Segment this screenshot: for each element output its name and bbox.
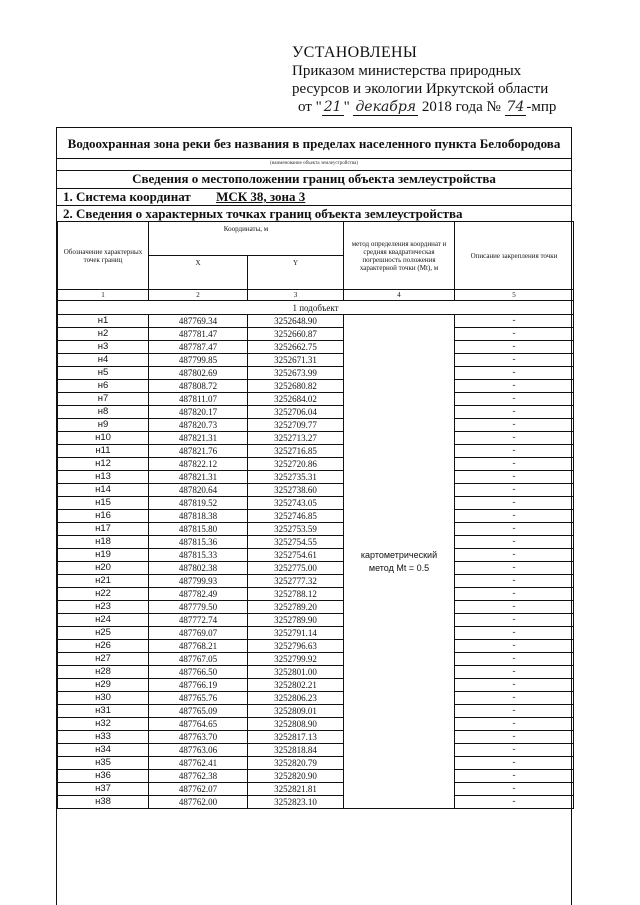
table-row	[58, 354, 574, 367]
fixing-cell: -	[455, 471, 574, 484]
table-row	[58, 471, 574, 484]
point-id-cell: н8	[58, 406, 149, 419]
table-row	[58, 380, 574, 393]
y-coordinate-cell: 3252671.31	[248, 354, 344, 367]
order-suffix: -мпр	[526, 99, 557, 115]
fixing-cell: -	[455, 679, 574, 692]
x-coordinate-cell: 487811.07	[149, 393, 248, 406]
point-id-cell: н23	[58, 601, 149, 614]
column-number: 3	[248, 290, 344, 301]
fixing-cell: -	[455, 497, 574, 510]
y-coordinate-cell: 3252817.13	[248, 731, 344, 744]
y-coordinate-cell: 3252754.55	[248, 536, 344, 549]
y-coordinate-cell: 3252802.21	[248, 679, 344, 692]
column-number: 2	[149, 290, 248, 301]
fixing-cell: -	[455, 718, 574, 731]
document-frame	[56, 127, 572, 905]
fixing-cell: -	[455, 367, 574, 380]
table-row	[58, 666, 574, 679]
x-coordinate-cell: 487815.80	[149, 523, 248, 536]
point-id-cell: н37	[58, 783, 149, 796]
table-row	[58, 523, 574, 536]
fixing-cell: -	[455, 484, 574, 497]
y-coordinate-cell: 3252796.63	[248, 640, 344, 653]
table-row	[58, 770, 574, 783]
point-id-cell: н19	[58, 549, 149, 562]
y-coordinate-cell: 3252709.77	[248, 419, 344, 432]
y-coordinate-cell: 3252789.90	[248, 614, 344, 627]
y-coordinate-cell: 3252648.90	[248, 315, 344, 328]
point-id-cell: н22	[58, 588, 149, 601]
header-method: метод определения координат и средняя квадратическая погрешность положения характерной точки (Mt), м	[344, 222, 455, 290]
y-coordinate-cell: 3252789.20	[248, 601, 344, 614]
header-y: Y	[248, 256, 344, 290]
x-coordinate-cell: 487763.70	[149, 731, 248, 744]
y-coordinate-cell: 3252680.82	[248, 380, 344, 393]
table-row	[58, 705, 574, 718]
column-number: 4	[344, 290, 455, 301]
date-year: 2018 года №	[421, 99, 501, 115]
table-row	[58, 640, 574, 653]
point-id-cell: н13	[58, 471, 149, 484]
table-row	[58, 510, 574, 523]
x-coordinate-cell: 487802.38	[149, 562, 248, 575]
fixing-cell: -	[455, 380, 574, 393]
y-coordinate-cell: 3252809.01	[248, 705, 344, 718]
table-row	[58, 484, 574, 497]
fixing-cell: -	[455, 458, 574, 471]
fixing-cell: -	[455, 705, 574, 718]
points-table	[57, 221, 574, 809]
x-coordinate-cell: 487769.34	[149, 315, 248, 328]
approval-title: УСТАНОВЛЕНЫ	[292, 44, 418, 61]
point-id-cell: н1	[58, 315, 149, 328]
table-row	[58, 536, 574, 549]
fixing-cell: -	[455, 315, 574, 328]
date-prefix: от "	[298, 99, 322, 115]
column-number: 5	[455, 290, 574, 301]
fixing-cell: -	[455, 666, 574, 679]
x-coordinate-cell: 487808.72	[149, 380, 248, 393]
table-row	[58, 315, 574, 328]
point-id-cell: н14	[58, 484, 149, 497]
x-coordinate-cell: 487779.50	[149, 601, 248, 614]
y-coordinate-cell: 3252706.04	[248, 406, 344, 419]
table-row	[58, 653, 574, 666]
table-row	[58, 406, 574, 419]
y-coordinate-cell: 3252660.87	[248, 328, 344, 341]
header-point: Обозначение характерных точек границ	[58, 222, 149, 290]
header-x: X	[149, 256, 248, 290]
point-id-cell: н35	[58, 757, 149, 770]
point-id-cell: н9	[58, 419, 149, 432]
point-id-cell: н30	[58, 692, 149, 705]
table-row	[58, 549, 574, 562]
x-coordinate-cell: 487787.47	[149, 341, 248, 354]
point-id-cell: н33	[58, 731, 149, 744]
y-coordinate-cell: 3252746.85	[248, 510, 344, 523]
x-coordinate-cell: 487815.36	[149, 536, 248, 549]
table-row	[58, 328, 574, 341]
x-coordinate-cell: 487762.38	[149, 770, 248, 783]
header-fixing: Описание закрепления точки	[455, 222, 574, 290]
y-coordinate-cell: 3252743.05	[248, 497, 344, 510]
x-coordinate-cell: 487820.64	[149, 484, 248, 497]
table-row	[58, 731, 574, 744]
point-id-cell: н26	[58, 640, 149, 653]
fixing-cell: -	[455, 692, 574, 705]
fixing-cell: -	[455, 627, 574, 640]
x-coordinate-cell: 487820.17	[149, 406, 248, 419]
x-coordinate-cell: 487765.76	[149, 692, 248, 705]
approval-block	[292, 44, 622, 116]
point-id-cell: н38	[58, 796, 149, 809]
point-id-cell: н16	[58, 510, 149, 523]
y-coordinate-cell: 3252662.75	[248, 341, 344, 354]
fixing-cell: -	[455, 601, 574, 614]
point-id-cell: н12	[58, 458, 149, 471]
y-coordinate-cell: 3252821.81	[248, 783, 344, 796]
y-coordinate-cell: 3252713.27	[248, 432, 344, 445]
fixing-cell: -	[455, 432, 574, 445]
table-row	[58, 614, 574, 627]
fixing-cell: -	[455, 549, 574, 562]
x-coordinate-cell: 487802.69	[149, 367, 248, 380]
table-row	[58, 796, 574, 809]
y-coordinate-cell: 3252738.60	[248, 484, 344, 497]
table-row	[58, 419, 574, 432]
table-row	[58, 367, 574, 380]
y-coordinate-cell: 3252775.00	[248, 562, 344, 575]
x-coordinate-cell: 487762.41	[149, 757, 248, 770]
table-row	[58, 627, 574, 640]
point-id-cell: н28	[58, 666, 149, 679]
point-id-cell: н34	[58, 744, 149, 757]
fixing-cell: -	[455, 575, 574, 588]
x-coordinate-cell: 487766.19	[149, 679, 248, 692]
fixing-cell: -	[455, 536, 574, 549]
x-coordinate-cell: 487822.12	[149, 458, 248, 471]
date-month: декабря	[355, 99, 417, 115]
fixing-cell: -	[455, 614, 574, 627]
x-coordinate-cell: 487821.76	[149, 445, 248, 458]
fixing-cell: -	[455, 328, 574, 341]
x-coordinate-cell: 487819.52	[149, 497, 248, 510]
fixing-cell: -	[455, 445, 574, 458]
y-coordinate-cell: 3252820.90	[248, 770, 344, 783]
column-number: 1	[58, 290, 149, 301]
y-coordinate-cell: 3252808.90	[248, 718, 344, 731]
method-cell: картометрический метод Mt = 0.5	[344, 315, 455, 809]
point-id-cell: н15	[58, 497, 149, 510]
point-id-cell: н21	[58, 575, 149, 588]
fixing-cell: -	[455, 744, 574, 757]
coord-system-row	[57, 188, 571, 205]
fixing-cell: -	[455, 510, 574, 523]
fixing-cell: -	[455, 770, 574, 783]
x-coordinate-cell: 487799.85	[149, 354, 248, 367]
table-row	[58, 393, 574, 406]
point-id-cell: н10	[58, 432, 149, 445]
fixing-cell: -	[455, 640, 574, 653]
table-row	[58, 692, 574, 705]
x-coordinate-cell: 487762.00	[149, 796, 248, 809]
y-coordinate-cell: 3252788.12	[248, 588, 344, 601]
point-id-cell: н6	[58, 380, 149, 393]
point-id-cell: н29	[58, 679, 149, 692]
approval-date-line	[298, 98, 622, 116]
table-row	[58, 575, 574, 588]
table-row	[58, 718, 574, 731]
document-title: Водоохранная зона реки без названия в пределах населенного пункта Белобородова	[57, 128, 571, 159]
point-id-cell: н5	[58, 367, 149, 380]
table-row	[58, 497, 574, 510]
fixing-cell: -	[455, 588, 574, 601]
point-id-cell: н3	[58, 341, 149, 354]
x-coordinate-cell: 487762.07	[149, 783, 248, 796]
point-id-cell: н25	[58, 627, 149, 640]
y-coordinate-cell: 3252753.59	[248, 523, 344, 536]
table-row	[58, 432, 574, 445]
table-row	[58, 588, 574, 601]
point-id-cell: н4	[58, 354, 149, 367]
table-row	[58, 445, 574, 458]
fixing-cell: -	[455, 757, 574, 770]
point-id-cell: н20	[58, 562, 149, 575]
table-row	[58, 341, 574, 354]
fixing-cell: -	[455, 523, 574, 536]
point-id-cell: н36	[58, 770, 149, 783]
point-id-cell: н24	[58, 614, 149, 627]
x-coordinate-cell: 487781.47	[149, 328, 248, 341]
date-mid: "	[343, 99, 350, 115]
point-id-cell: н31	[58, 705, 149, 718]
fixing-cell: -	[455, 354, 574, 367]
x-coordinate-cell: 487768.21	[149, 640, 248, 653]
subobject-label: 1 подобъект	[58, 301, 574, 315]
table-row	[58, 679, 574, 692]
points-section-heading: 2. Сведения о характерных точках границ объекта землеустройства	[57, 205, 571, 222]
x-coordinate-cell: 487764.65	[149, 718, 248, 731]
x-coordinate-cell: 487815.33	[149, 549, 248, 562]
approval-line-1: Приказом министерства природных	[292, 63, 522, 79]
fixing-cell: -	[455, 406, 574, 419]
x-coordinate-cell: 487821.31	[149, 432, 248, 445]
x-coordinate-cell: 487782.49	[149, 588, 248, 601]
y-coordinate-cell: 3252777.32	[248, 575, 344, 588]
x-coordinate-cell: 487821.31	[149, 471, 248, 484]
header-coords: Координаты, м	[149, 222, 344, 256]
order-number: 74	[506, 99, 525, 115]
x-coordinate-cell: 487820.73	[149, 419, 248, 432]
y-coordinate-cell: 3252806.23	[248, 692, 344, 705]
x-coordinate-cell: 487763.06	[149, 744, 248, 757]
table-row	[58, 458, 574, 471]
fixing-cell: -	[455, 653, 574, 666]
point-id-cell: н7	[58, 393, 149, 406]
x-coordinate-cell: 487818.38	[149, 510, 248, 523]
fixing-cell: -	[455, 419, 574, 432]
y-coordinate-cell: 3252823.10	[248, 796, 344, 809]
x-coordinate-cell: 487769.07	[149, 627, 248, 640]
table-row	[58, 562, 574, 575]
y-coordinate-cell: 3252716.85	[248, 445, 344, 458]
point-id-cell: н18	[58, 536, 149, 549]
table-row	[58, 783, 574, 796]
y-coordinate-cell: 3252799.92	[248, 653, 344, 666]
point-id-cell: н17	[58, 523, 149, 536]
point-id-cell: н11	[58, 445, 149, 458]
y-coordinate-cell: 3252673.99	[248, 367, 344, 380]
fixing-cell: -	[455, 562, 574, 575]
x-coordinate-cell: 487767.05	[149, 653, 248, 666]
x-coordinate-cell: 487799.93	[149, 575, 248, 588]
y-coordinate-cell: 3252684.02	[248, 393, 344, 406]
point-id-cell: н27	[58, 653, 149, 666]
x-coordinate-cell: 487766.50	[149, 666, 248, 679]
table-row	[58, 601, 574, 614]
x-coordinate-cell: 487772.74	[149, 614, 248, 627]
y-coordinate-cell: 3252735.31	[248, 471, 344, 484]
x-coordinate-cell: 487765.09	[149, 705, 248, 718]
section-info-heading: Сведения о местоположении границ объекта землеустройства	[57, 170, 571, 188]
y-coordinate-cell: 3252818.84	[248, 744, 344, 757]
y-coordinate-cell: 3252801.00	[248, 666, 344, 679]
point-id-cell: н2	[58, 328, 149, 341]
approval-line-2: ресурсов и экологии Иркутской области	[292, 81, 549, 97]
document-caption: (наименование объекта землеустройства)	[269, 161, 359, 166]
fixing-cell: -	[455, 783, 574, 796]
coord-system-label: 1. Система координат	[63, 189, 191, 204]
y-coordinate-cell: 3252791.14	[248, 627, 344, 640]
fixing-cell: -	[455, 393, 574, 406]
coord-system-value: МСК 38, зона 3	[216, 189, 306, 204]
table-row	[58, 744, 574, 757]
fixing-cell: -	[455, 341, 574, 354]
table-row	[58, 757, 574, 770]
point-id-cell: н32	[58, 718, 149, 731]
fixing-cell: -	[455, 796, 574, 809]
y-coordinate-cell: 3252820.79	[248, 757, 344, 770]
date-day: 21	[323, 99, 342, 115]
y-coordinate-cell: 3252720.86	[248, 458, 344, 471]
fixing-cell: -	[455, 731, 574, 744]
y-coordinate-cell: 3252754.61	[248, 549, 344, 562]
